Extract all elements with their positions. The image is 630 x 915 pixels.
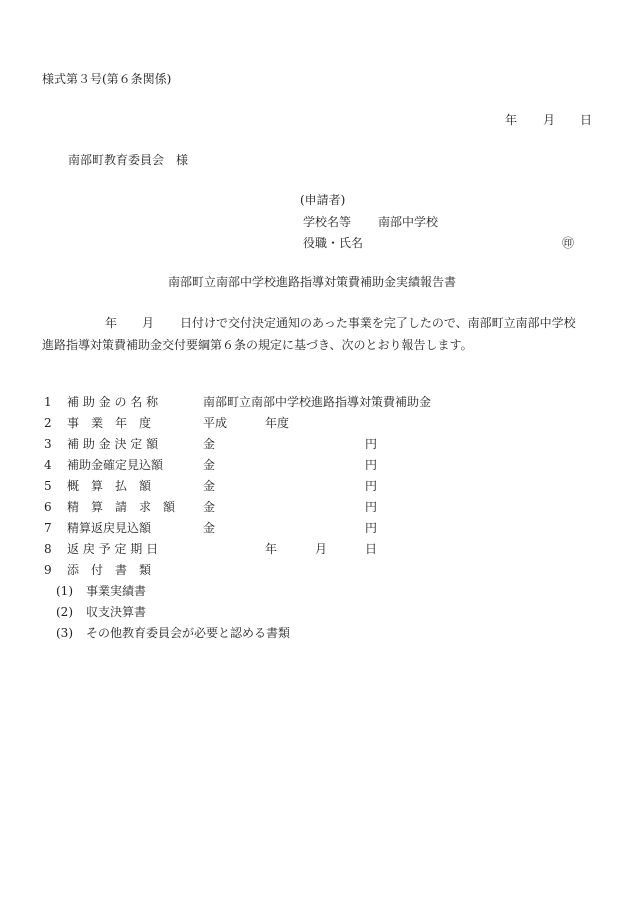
list-item <box>0 476 630 496</box>
item-month: 月 <box>315 542 328 556</box>
item-label: 補 助 金 決 定 額 <box>67 437 159 451</box>
attachment-number: (3) <box>56 626 73 640</box>
item-suffix: 円 <box>365 479 378 493</box>
list-item <box>0 434 630 454</box>
school-label: 学校名等 <box>303 215 352 229</box>
item-value: 金 <box>203 521 216 535</box>
attachment-number: (1) <box>56 584 73 598</box>
item-suffix: 円 <box>365 437 378 451</box>
item-label: 返 戻 予 定 期 日 <box>67 542 159 556</box>
list-item <box>0 518 630 538</box>
body-month: 月 <box>142 316 155 330</box>
attachment-text: 収支決算書 <box>86 605 147 619</box>
item-number: 8 <box>44 542 52 556</box>
item-value: 平成 <box>203 416 228 430</box>
item-number: 2 <box>44 416 52 430</box>
attachment-text: 事業実績書 <box>86 584 147 598</box>
item-value: 南部町立南部中学校進路指導対策費補助金 <box>203 395 432 409</box>
list-item <box>0 455 630 475</box>
item-suffix: 円 <box>365 521 378 535</box>
attachment-text: その他教育委員会が必要と認める書類 <box>86 626 291 640</box>
item-number: 4 <box>44 458 52 472</box>
form-number: 様式第３号(第６条関係) <box>42 72 172 86</box>
applicant-heading: (申請者) <box>300 193 346 207</box>
date-day: 日 <box>580 113 593 127</box>
item-value: 金 <box>203 500 216 514</box>
list-item <box>0 413 630 433</box>
item-label: 補 助 金 の 名 称 <box>67 395 159 409</box>
seal-mark: ㊞ <box>562 236 575 250</box>
item-number: 9 <box>44 563 52 577</box>
body-year: 年 <box>105 316 118 330</box>
item-number: 6 <box>44 500 52 514</box>
school-value: 南部中学校 <box>378 215 439 229</box>
item-value: 金 <box>203 458 216 472</box>
item-suffix: 円 <box>365 458 378 472</box>
addressee: 南部町教育委員会 様 <box>68 153 189 167</box>
document-title: 南部町立南部中学校進路指導対策費補助金実績報告書 <box>168 275 457 289</box>
body-line2: 進路指導対策費補助金交付要綱第６条の規定に基づき、次のとおり報告します。 <box>42 338 473 352</box>
item-label: 事 業 年 度 <box>67 416 152 430</box>
item-number: 5 <box>44 479 52 493</box>
item-label: 精 算 請 求 額 <box>67 500 176 514</box>
item-label: 概 算 払 額 <box>67 479 152 493</box>
item-value: 金 <box>203 479 216 493</box>
date-month: 月 <box>543 113 556 127</box>
item-day: 日 <box>365 542 378 556</box>
date-year: 年 <box>505 113 518 127</box>
attachment-item <box>0 623 630 643</box>
attachment-item <box>0 602 630 622</box>
item-suffix: 年度 <box>265 416 290 430</box>
list-item <box>0 497 630 517</box>
list-item <box>0 560 630 580</box>
item-number: 7 <box>44 521 52 535</box>
item-number: 3 <box>44 437 52 451</box>
name-label: 役職・氏名 <box>303 236 364 250</box>
list-item <box>0 539 630 559</box>
item-year: 年 <box>265 542 278 556</box>
item-label: 補助金確定見込額 <box>67 458 164 472</box>
item-number: 1 <box>44 395 52 409</box>
attachment-number: (2) <box>56 605 73 619</box>
item-label: 添 付 書 類 <box>67 563 152 577</box>
attachment-item <box>0 581 630 601</box>
list-item <box>0 392 630 412</box>
item-suffix: 円 <box>365 500 378 514</box>
body-line1: 日付けで交付決定通知のあった事業を完了したので、南部町立南部中学校 <box>180 316 576 330</box>
item-label: 精算返戻見込額 <box>67 521 152 535</box>
item-value: 金 <box>203 437 216 451</box>
